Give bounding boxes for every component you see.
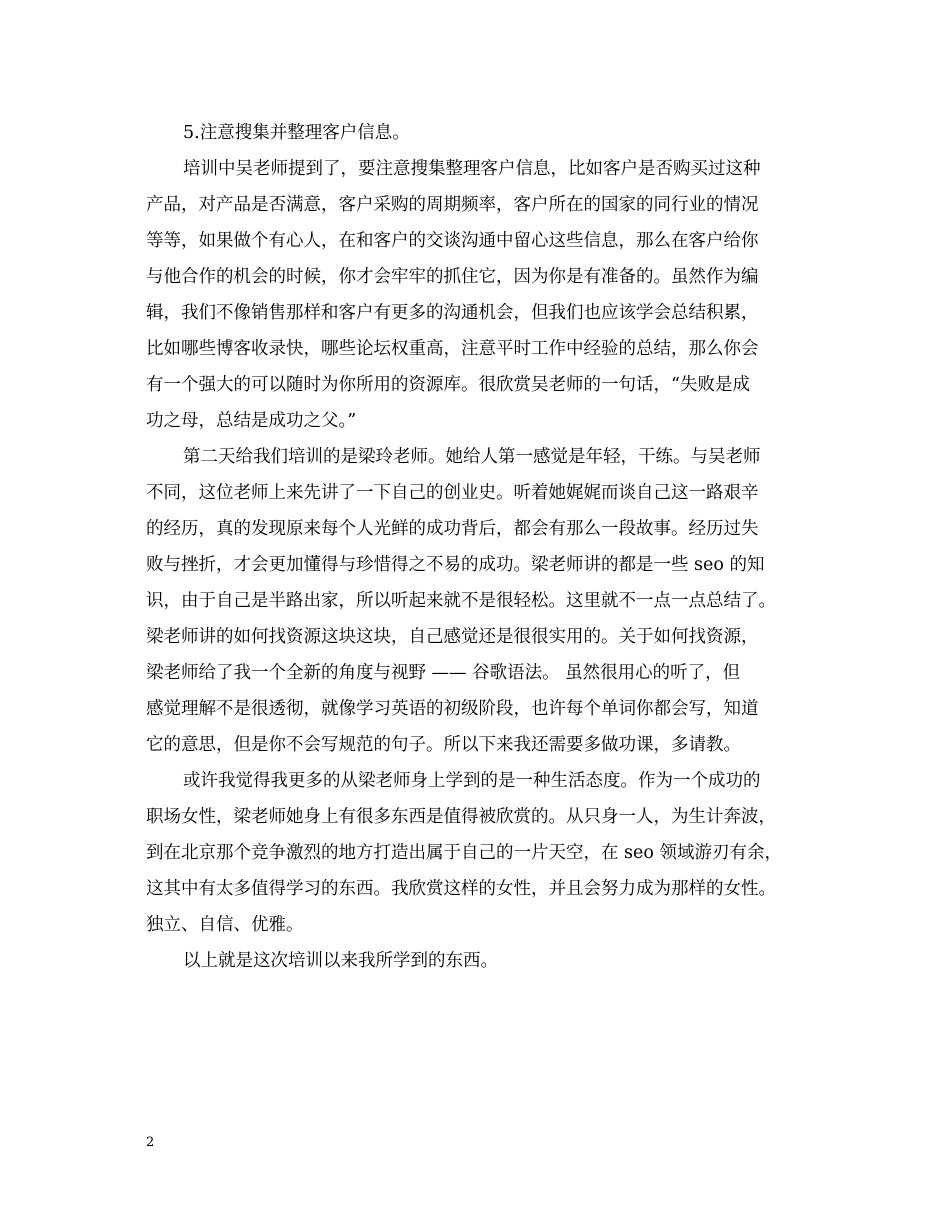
text-line: 产品，对产品是否满意，客户采购的周期频率，客户所在的国家的同行业的情况: [146, 195, 759, 215]
text-line: 的经历，真的发现原来每个人光鲜的成功背后，都会有那么一段故事。经历过失: [146, 519, 759, 539]
text-line: 不同，这位老师上来先讲了一下自己的创业史。听着她娓娓而谈自己这一路艰辛: [146, 483, 759, 503]
text-line: 独立、自信、优雅。: [146, 915, 304, 935]
text-line: 到在北京那个竞争激烈的地方打造出属于自己的一片天空，在 seo 领域游刃有余，: [146, 843, 782, 863]
text-line: 感觉理解不是很透彻，就像学习英语的初级阶段，也许每个单词你都会写，知道: [146, 699, 759, 719]
text-line: 辑，我们不像销售那样和客户有更多的沟通机会，但我们也应该学会总结积累，: [146, 303, 759, 323]
text-line: 这其中有太多值得学习的东西。我欣赏这样的女性，并且会努力成为那样的女性。: [146, 879, 776, 899]
text-line: 它的意思，但是你不会写规范的句子。所以下来我还需要多做功课，多请教。: [146, 735, 741, 755]
text-line: 比如哪些博客收录快，哪些论坛权重高，注意平时工作中经验的总结，那么你会: [146, 339, 759, 359]
section-heading: 5.注意搜集并整理客户信息。: [183, 123, 410, 143]
text-line: 等等，如果做个有心人，在和客户的交谈沟通中留心这些信息，那么在客户给你: [146, 231, 759, 251]
text-line: 第二天给我们培训的是梁玲老师。她给人第一感觉是年轻，干练。与吴老师: [183, 447, 761, 467]
text-line: 梁老师讲的如何找资源这块这块，自己感觉还是很很实用的。关于如何找资源，: [146, 627, 759, 647]
text-line: 与他合作的机会的时候，你才会牢牢的抓住它，因为你是有准备的。虽然作为编: [146, 267, 759, 287]
text-line: 功之母，总结是成功之父。”: [146, 411, 357, 431]
page-number: 2: [146, 1135, 155, 1150]
text-line: 或许我觉得我更多的从梁老师身上学到的是一种生活态度。作为一个成功的: [183, 771, 761, 791]
document-body: [146, 115, 806, 979]
text-line: 识，由于自己是半路出家，所以听起来就不是很轻松。这里就不一点一点总结了。: [146, 591, 776, 611]
text-line: 有一个强大的可以随时为你所用的资源库。很欣赏吴老师的一句话，“失败是成: [146, 375, 750, 395]
text-line: 梁老师给了我一个全新的角度与视野 —— 谷歌语法。 虽然很用心的听了，但: [146, 663, 741, 683]
text-line: 以上就是这次培训以来我所学到的东西。: [183, 951, 498, 971]
text-line: 培训中吴老师提到了，要注意搜集整理客户信息，比如客户是否购买过这种: [183, 159, 761, 179]
text-line: 职场女性，梁老师她身上有很多东西是值得被欣赏的。从只身一人，为生计奔波，: [146, 807, 776, 827]
text-line: 败与挫折，才会更加懂得与珍惜得之不易的成功。梁老师讲的都是一些 seo 的知: [146, 555, 765, 575]
